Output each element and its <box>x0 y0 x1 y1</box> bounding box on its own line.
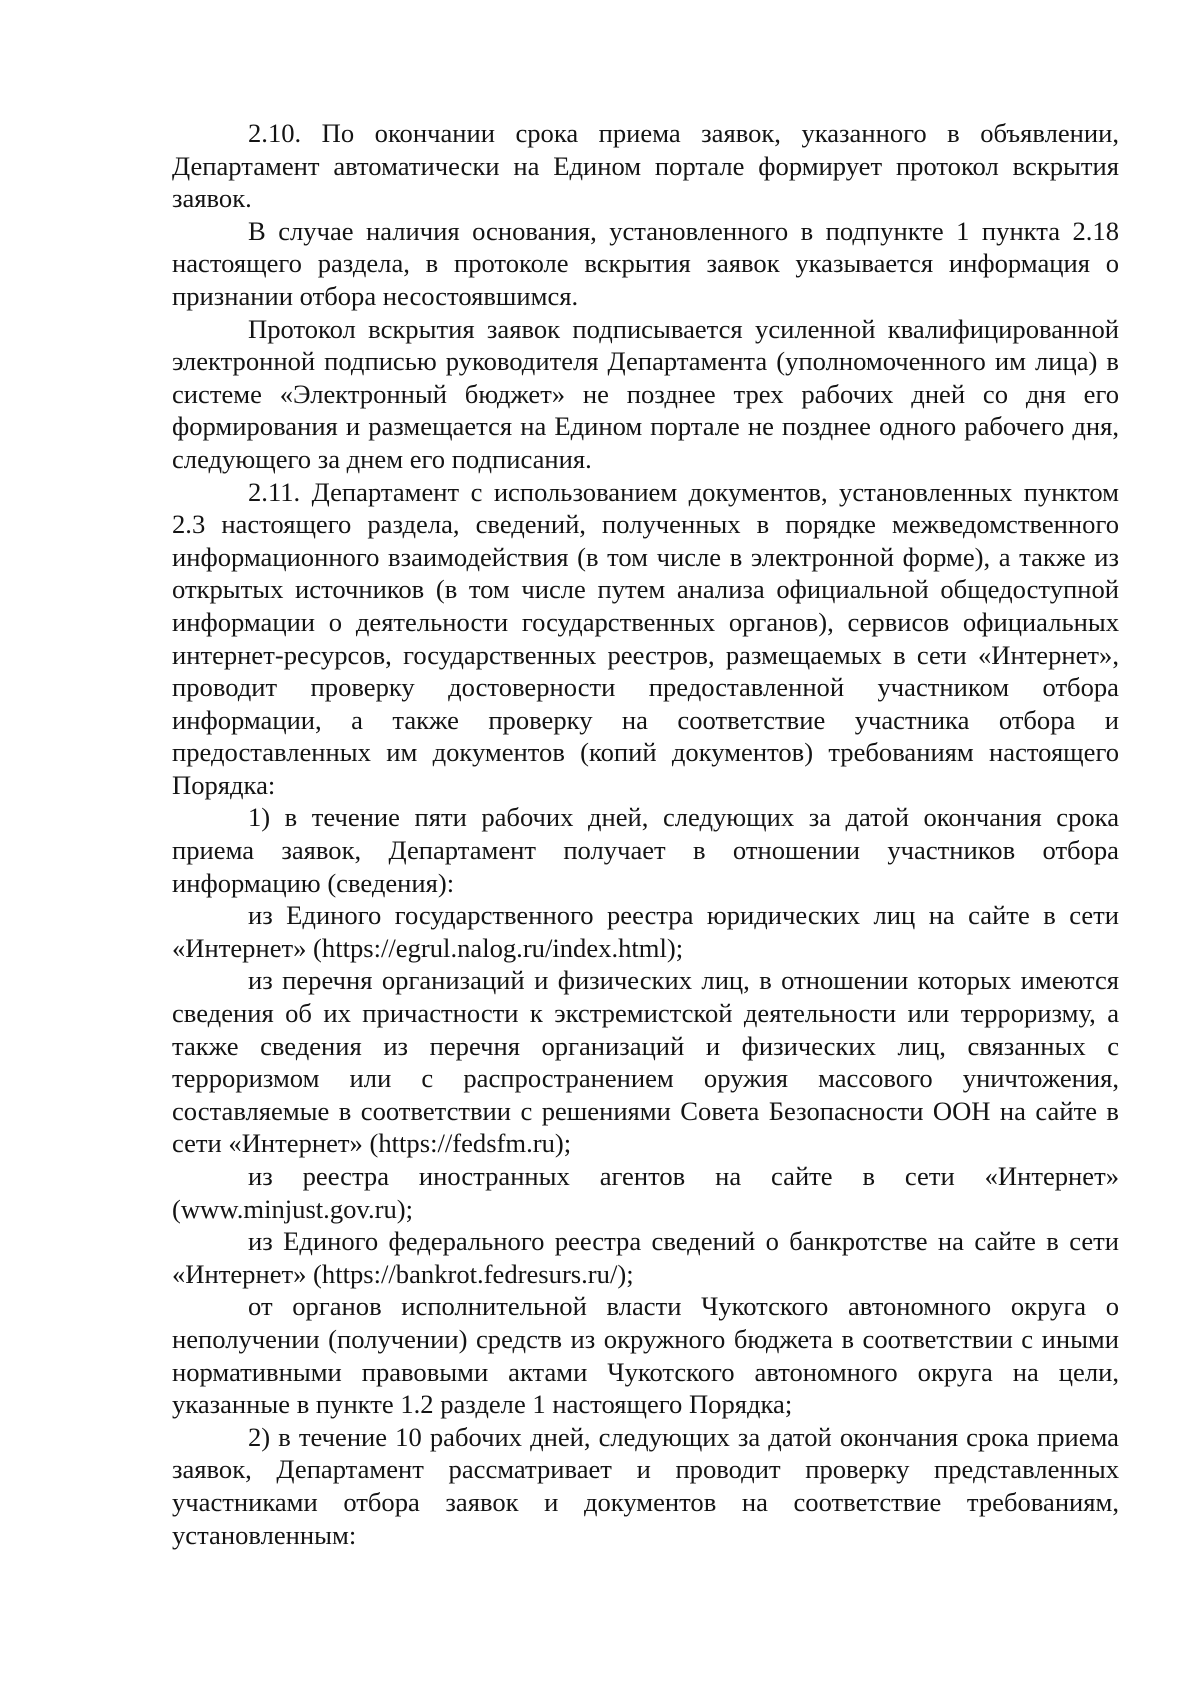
paragraph-bankruptcy: из Единого федерального реестра сведений о банкротстве на сайте в сети «Интернет» (https://bankrot.fedresurs.ru/); <box>172 1226 1119 1289</box>
paragraph-extremism-list: из перечня организаций и физических лиц, в отношении которых имеются сведения об их причастности к экстремистской деятельности или терроризму, а также сведения из перечня организаций и физических лиц, связанных с терроризмом или с распространением оружия массового уничтожения, составляемые в соответствии с решениями Совета Безопасности ООН на сайте в сети «Интернет» (https://fedsfm.ru); <box>172 965 1119 1159</box>
paragraph-executive-bodies: от органов исполнительной власти Чукотского автономного округа о неполучении (получении) средств из окружного бюджета в соответствии с иными нормативными правовыми актами Чукотского автономного округа на цели, указанные в пункте 1.2 разделе 1 настоящего Порядка; <box>172 1291 1119 1420</box>
paragraph-failed-selection: В случае наличия основания, установленного в подпункте 1 пункта 2.18 настоящего раздела, в протоколе вскрытия заявок указывается информация о признании отбора несостоявшимся. <box>172 215 1119 311</box>
paragraph-foreign-agents: из реестра иностранных агентов на сайте в сети «Интернет» (www.minjust.gov.ru); <box>172 1161 1119 1224</box>
paragraph-item-2: 2) в течение 10 рабочих дней, следующих за датой окончания срока приема заявок, Департамент рассматривает и проводит проверку представленных участниками отбора заявок и документов на соответствие требованиям, установленным: <box>172 1421 1119 1550</box>
paragraph-egrul: из Единого государственного реестра юридических лиц на сайте в сети «Интернет» (https://egrul.nalog.ru/index.html); <box>172 900 1119 963</box>
paragraph-item-1: 1) в течение пяти рабочих дней, следующих за датой окончания срока приема заявок, Департамент получает в отношении участников отбора информацию (сведения): <box>172 802 1119 898</box>
paragraph-2-10: 2.10. По окончании срока приема заявок, указанного в объявлении, Департамент автоматически на Едином портале формирует протокол вскрытия заявок. <box>172 118 1119 214</box>
paragraph-2-11: 2.11. Департамент с использованием документов, установленных пунктом 2.3 настоящего раздела, сведений, полученных в порядке межведомственного информационного взаимодействия (в том числе в электронной форме), а также из открытых источников (в том числе путем анализа официальной общедоступной информации о деятельности государственных органов), сервисов официальных интернет-ресурсов, государственных реестров, размещаемых в сети «Интернет», проводит проверку достоверности предоставленной участником отбора информации, а также проверку на соответствие участника отбора и предоставленных им документов (копий документов) требованиям настоящего Порядка: <box>172 476 1119 800</box>
paragraph-protocol-signing: Протокол вскрытия заявок подписывается усиленной квалифицированной электронной подписью руководителя Департамента (уполномоченного им лица) в системе «Электронный бюджет» не позднее трех рабочих дней со дня его формирования и размещается на Едином портале не позднее одного рабочего дня, следующего за днем его подписания. <box>172 313 1119 474</box>
document-body <box>172 117 1119 1551</box>
